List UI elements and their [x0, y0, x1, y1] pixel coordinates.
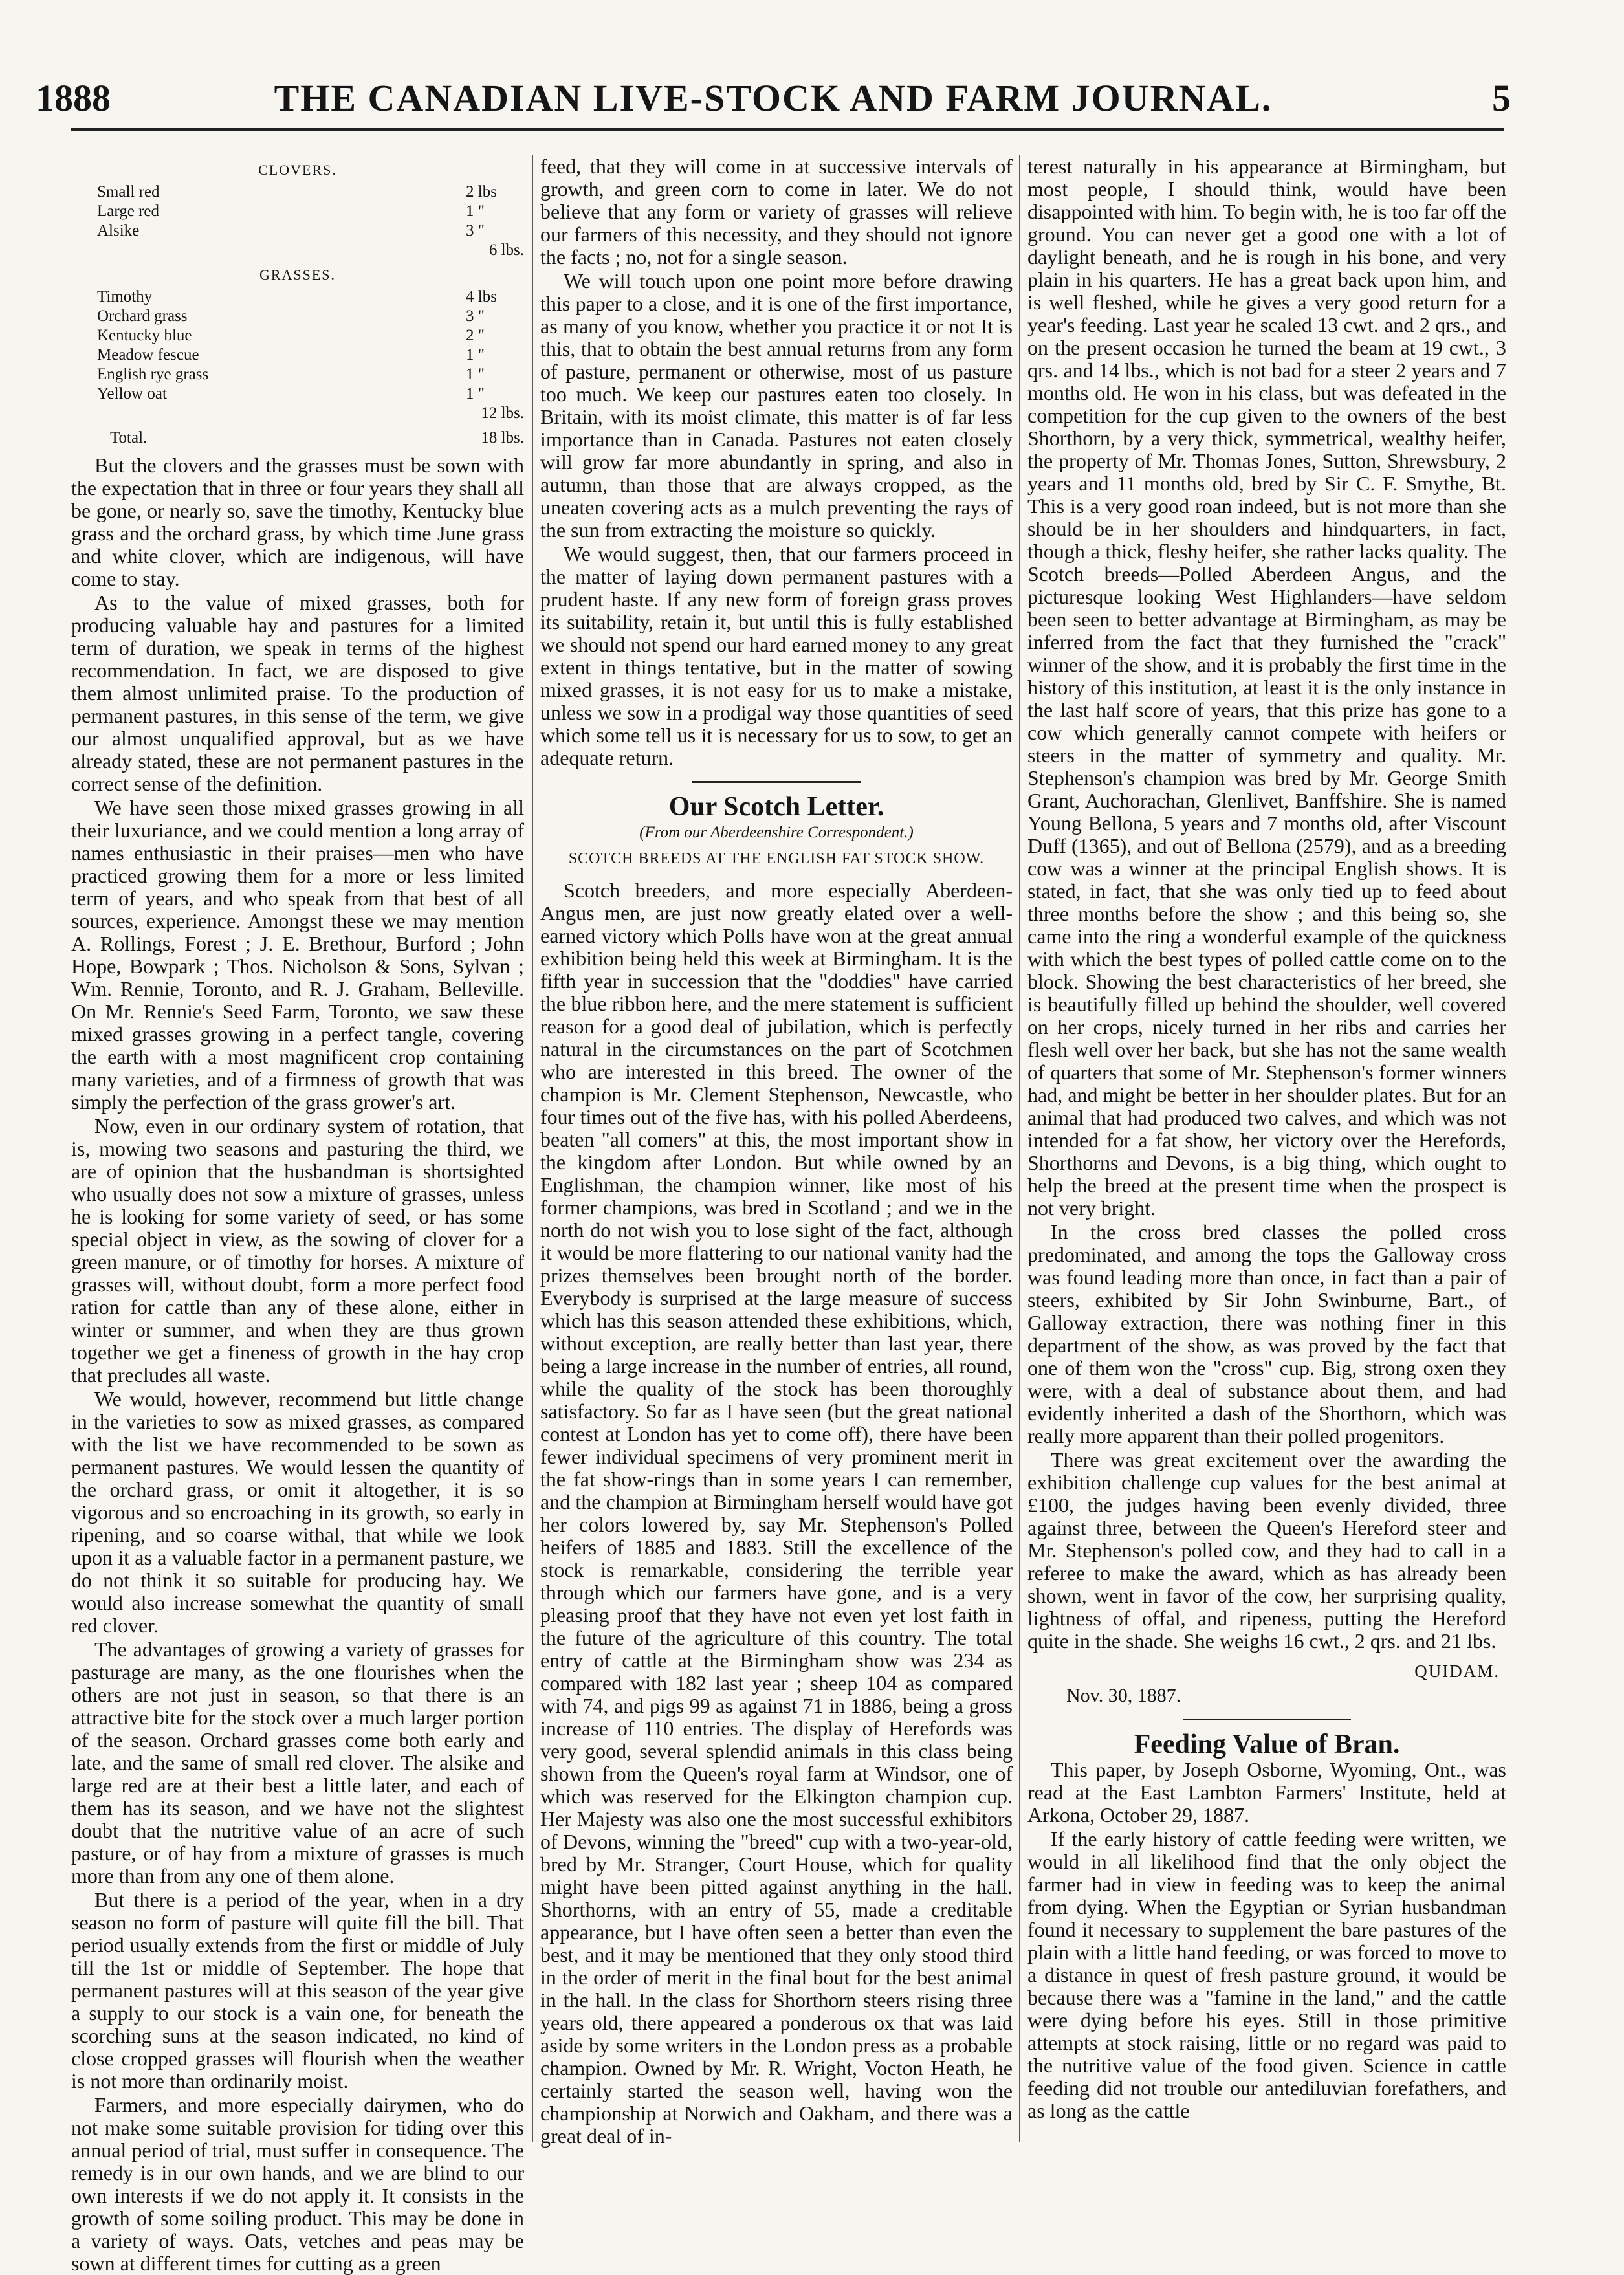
column-3 [1027, 155, 1506, 2148]
article-paragraph: Scotch breeders, and more especially Aberdeen-Angus men, are just now greatly elated over a well-earned victory which Polls have won at the great annual exhibition being held this week at Birmingham. It is the fifth year in succession that the "doddies" have carried the blue ribbon here, and the mere statement is sufficient reason for a good deal of jubilation, which is perfectly natural in the circumstances on the part of Scotchmen who are interested in this breed. The owner of the champion is Mr. Clement Stephenson, Newcastle, who four times out of the five has, with his polled Aberdeens, beaten "all comers" at this, the most important show in the kingdom after London. But while owned by an Englishman, the champion winner, like most of his former champions, was bred in Scotland ; and we in the north do not wish you to lose sight of the fact, although it would be more flattering to our national vanity had the prizes themselves been brought north of the border. Everybody is surprised at the large measure of success which has this season attended these exhibitions, which, without exception, are really better than last year, there being a large increase in the number of entries, all round, while the quality of the stock has been thoroughly satisfactory. So far as I have seen (but the great national contest at London has yet to come off), there have been fewer individual specimens of very prominent merit in the fat show-rings than in some years I can remember, and the champion at Birmingham herself would have got her colors lowered by, say Mr. Stephenson's Polled heifers of 1885 and 1883. Still the excellence of the stock is remarkable, considering the terrible year through which our farmers have gone, and is a very pleasing proof that they have not even yet lost faith in the future of the agriculture of this country. The total entry of cattle at the Birmingham show was 234 as compared with 182 last year ; sheep 104 as compared with 74, and pigs 99 as against 71 in 1886, being a gross increase of 110 entries. The display of Herefords was very good, several splendid animals in this class being shown from the Queen's royal farm at Windsor, one of which was reserved for the Elkington champion cup. Her Majesty was also one the most successful exhibitors of Devons, winning the "breed" cup with a two-year-old, bred by Mr. Stranger, Court House, which for quality might have been pitted against anything in the hall. Shorthorns, with an entry of 55, made a creditable appearance, but I have often seen a better than even the best, and it may be mentioned that they only stood third in the order of merit in the final bout for the best animal in the hall. In the class for Shorthorn steers rising three years old, there appeared a ponderous ox that was laid aside by some writers in the London press as a probable champion. Owned by Mr. R. Wright, Vocton Heath, he certainly started the season well, having won the championship at Norwich and Oakham, and there was a great deal of in- [540, 879, 1013, 2148]
article-paragraph: In the cross bred classes the polled cross predominated, and among the tops the Galloway cross was found leading more than once, in fact than a pair of steers, exhibited by Sir John Swinburne, Bart., of Galloway extraction, there was nothing finer in this department of the show, as was proved by the fact that one of them won the "cross" cup. Big, strong oxen they were, with a deal of substance about them, and had evidently inherited a dash of the Shorthorn, which was really more apparent than their polled progenitors. [1027, 1220, 1506, 1447]
article-paragraph: Now, even in our ordinary system of rotation, that is, mowing two seasons and pasturing the third, we are of opinion that the husbandman is shortsighted who usually does not sow a mixture of grasses, unless he is looking for some variety of seed, or has some special object in view, as the sowing of clover for a green manure, or of timothy for horses. A mixture of grasses will, without doubt, form a more perfect food ration for cattle than any of these alone, either in winter or summer, and when they are thus grown together we get a fineness of growth in the hay crop that precludes all waste. [71, 1114, 524, 1387]
table-row: Alsike 3 " [97, 222, 485, 239]
letter-date: Nov. 30, 1887. [1066, 1685, 1181, 1706]
clovers-subtotal: 6 lbs. [488, 241, 524, 259]
issue-year: 1888 [36, 77, 111, 119]
journal-title: THE CANADIAN LIVE-STOCK AND FARM JOURNAL. [274, 77, 1273, 119]
bran-intro: This paper, by Joseph Osborne, Wyoming, Ont., was read at the East Lambton Farmers' Institute, held at Arkona, October 29, 1887. [1027, 1758, 1506, 1827]
table-row: Kentucky blue 2 " [97, 327, 485, 344]
scotch-letter-subheading: SCOTCH BREEDS AT THE ENGLISH FAT STOCK SHOW. [568, 850, 985, 867]
grasses-heading: GRASSES. [259, 267, 336, 283]
table-total-row: Total. 18 lbs. [110, 429, 524, 446]
table-row: Meadow fescue 1 " [97, 346, 485, 364]
bran-heading: Feeding Value of Bran. [1134, 1730, 1400, 1759]
scotch-letter-heading: Our Scotch Letter. [668, 792, 884, 822]
article-paragraph: terest naturally in his appearance at Birmingham, but most people, I should think, would have been disappointed with him. To begin with, he is too far off the ground. You can never get a good one with a lot of daylight beneath, and he is rough in his bone, and very plain in his quarters. He has a great back upon him, and is well fleshed, while he gives a very good return for a year's feeding. Last year he scaled 13 cwt. and 2 qrs., and on the present occasion he turned the beam at 19 cwt., 3 qrs. and 14 lbs., which is not bad for a steer 2 years and 7 months old. He won in his class, but was defeated in the competition for the cup given to the owners of the best Shorthorn, by a very thick, symmetrical, wealthy heifer, the property of Mr. Thomas Jones, Sutton, Shrewsbury, 2 years and 11 months old, bred by Sir C. F. Smythe, Bt. This is a very good roan indeed, but is not more than she should be in her shoulders and hindquarters, in fact, though a thick, fleshy heifer, she rather lacks quality. The Scotch breeds—Polled Aberdeen Angus, and the picturesque looking West Highlanders—have seldom been seen to better advantage at Birmingham, as may be inferred from the fact that they furnished the "crack" winner of the show, and it is probably the first time in the history of this institution, at least it is the only instance in the last half score of years, that this prize has gone to a cow which generally cannot compete with heifers or steers in the matter of symmetry and quality. Mr. Stephenson's champion was bred by Mr. George Smith Grant, Auchorachan, Glenlivet, Banffshire. She is named Young Bellona, 5 years and 7 months old, after Viscount Duff (1365), and out of Bellona (2579), and as a breeding cow was a winner at the principal English shows. It is stated, in fact, that she was only tied up to feed about three months before the show ; and this being so, she came into the ring a wonderful example of the quickness with which the best types of polled cattle come on to the block. Showing the best characteristics of her breed, she is beautifully filled up behind the shoulder, well covered on her crops, nicely turned in her ribs and carries her flesh well over her back, but she has not the same wealth of quarters that some of Mr. Stephenson's former winners had, and might be better in her shoulder plates. But for an animal that had produced two calves, and which was not intended for a fat show, her victory over the Herefords, Shorthorns and Devons, is a big thing, which ought to help the breed at the present time when the prospect is not very bright. [1027, 155, 1506, 1220]
article-paragraph: The advantages of growing a variety of grasses for pasturage are many, as the one flourishes when the others are not just in season, so that there is an attractive bite for the stock over a much larger portion of the season. Orchard grasses come both early and late, and the same of small red clover. The alsike and large red are at their best a little later, and each of them has its season, and we have not the slightest doubt that the nutritive value of an acre of such pasture, or of hay from a mixture of grasses is much more than from any one of them alone. [71, 1638, 524, 1887]
column-divider-1 [532, 155, 533, 2142]
article-paragraph: But there is a period of the year, when in a dry season no form of pasture will quite fill the bill. That period usually extends from the first or middle of July till the 1st or middle of September. The hope that permanent pastures will at this season of the year give a supply to our stock is a vain one, for beneath the scorching suns at the season indicated, no kind of close cropped grasses will flourish when the weather is not more than ordinarily moist. [71, 1888, 524, 2093]
column-divider-2 [1019, 155, 1020, 2142]
grasses-subtotal: 12 lbs. [481, 404, 524, 422]
table-row: Orchard grass 3 " [97, 307, 485, 325]
article-paragraph: Farmers, and more especially dairymen, who do not make some suitable provision for tiding over this annual period of trial, must suffer in consequence. The remedy is in our own hands, and we are blind to our own interests if we do not apply it. It consists in the growth of some soiling product. This may be done in a variety of ways. Oats, vetches and peas may be sown at different times for cutting as a green [71, 2093, 524, 2275]
correspondent-note: (From our Aberdeenshire Correspondent.) [639, 824, 914, 841]
article-paragraph: feed, that they will come in at successive intervals of growth, and green corn to come in later. We do not believe that any form or variety of grasses will relieve our farmers of this necessity, and they should not ignore the facts ; no, not for a single season. [540, 155, 1013, 269]
article-paragraph: We have seen those mixed grasses growing in all their luxuriance, and we could mention a long array of names enthusiastic in their praises—men who have practiced growing them for a more or less limited term of years, and who speak from that best of all sources, experience. Amongst these we may mention A. Rollings, Forest ; J. E. Brethour, Burford ; John Hope, Bowpark ; Thos. Nicholson & Sons, Sylvan ; Wm. Rennie, Toronto, and R. J. Graham, Belleville. On Mr. Rennie's Seed Farm, Toronto, we saw these mixed grasses growing in a perfect tangle, covering the earth with a most magnificent crop containing many varieties, and of a firmness of growth that was simply the perfection of the grass grower's art. [71, 796, 524, 1114]
signature: QUIDAM. [1414, 1662, 1500, 1681]
column-1 [71, 155, 524, 2275]
table-row: Yellow oat 1 " [97, 385, 485, 402]
masthead [36, 76, 1511, 128]
table-row: Timothy 4 lbs [97, 288, 497, 305]
clovers-heading: CLOVERS. [258, 162, 337, 178]
table-row: Small red 2 lbs [97, 183, 497, 201]
article-paragraph: But the clovers and the grasses must be sown with the expectation that in three or four years they shall all be gone, or nearly so, save the timothy, Kentucky blue grass and the orchard grass, by which time June grass and white clover, which are indigenous, will have come to stay. [71, 454, 524, 590]
article-paragraph: If the early history of cattle feeding were written, we would in all likelihood find that the only object the farmer had in view in feeding was to keep the animal from dying. When the Egyptian or Syrian husbandman found it necessary to supplement the bare pastures of the plain with a little hand feeding, or was forced to move to a distance in quest of fresh pasture ground, it would be because there was a "famine in the land," and the cattle were dying before his eyes. Still in those primitive attempts at stock raising, little or no regard was paid to the nutritive value of the food given. Science in cattle feeding did not trouble our antediluvian forefathers, and as long as the cattle [1027, 1827, 1506, 2122]
article-paragraph: We would suggest, then, that our farmers proceed in the matter of laying down permanent pastures with a prudent haste. If any new form of foreign grass proves its suitability, retain it, but until this is fully established we should not spend our hard earned money to any great extent in things tentative, but in the matter of sowing mixed grasses, it is not easy for us to make a mistake, unless we sow in a prodigal way those quantities of seed which some tell us it is necessary for us to sow, to get an adequate return. [540, 542, 1013, 769]
seed-mixture-table [71, 160, 524, 448]
article-paragraph: As to the value of mixed grasses, both for producing valuable hay and pastures for a limited term of duration, we speak in terms of the highest recommendation. In fact, we are disposed to give them almost unlimited praise. To the production of permanent pastures, in this sense of the term, we give our almost unqualified approval, but as we have already stated, these are not permanent pastures in the correct sense of the definition. [71, 591, 524, 795]
article-paragraph: We will touch upon one point more before drawing this paper to a close, and it is one of the first importance, as many of you know, whether you practice it or not It is this, that to obtain the best annual returns from any form of pasture, permanent or otherwise, most of us pasture too much. We keep our pastures eaten too closely. In Britain, with its moist climate, this matter is of far less importance than in Canada. Pastures not eaten closely will grow far more abundantly in spring, and also in autumn, than those that are always cropped, as the uneaten covering acts as a mulch preventing the rays of the sun from extracting the moisture so quickly. [540, 269, 1013, 542]
header-rule [71, 128, 1504, 131]
column-2 [540, 155, 1013, 2148]
article-paragraph: There was great excitement over the awarding the exhibition challenge cup values for the best animal at £100, the judges having been evenly divided, three against three, between the Queen's Hereford steer and Mr. Stephenson's polled cow, and they had to call in a referee to make the award, which as has already been shown, went in favor of the cow, her surprising quality, lightness of offal, and ripeness, putting the Hereford quite in the shade. She weighs 16 cwt., 2 qrs. and 21 lbs. [1027, 1448, 1506, 1653]
table-row: English rye grass 1 " [97, 366, 485, 383]
table-row: Large red 1 " [97, 203, 485, 220]
section-divider [1183, 1719, 1351, 1720]
article-paragraph: We would, however, recommend but little change in the varieties to sow as mixed grasses, as compared with the list we have recommended to be sown as permanent pastures. We would lessen the quantity of the orchard grass, or omit it altogether, it is so vigorous and so encroaching in its growth, so early in ripening, and so coarse withal, that while we look upon it as a valuable factor in a permanent pasture, we do not think it so suitable for producing hay. We would also increase somewhat the quantity of small red clover. [71, 1387, 524, 1637]
page-number: 5 [1492, 77, 1511, 119]
section-divider [692, 781, 861, 783]
